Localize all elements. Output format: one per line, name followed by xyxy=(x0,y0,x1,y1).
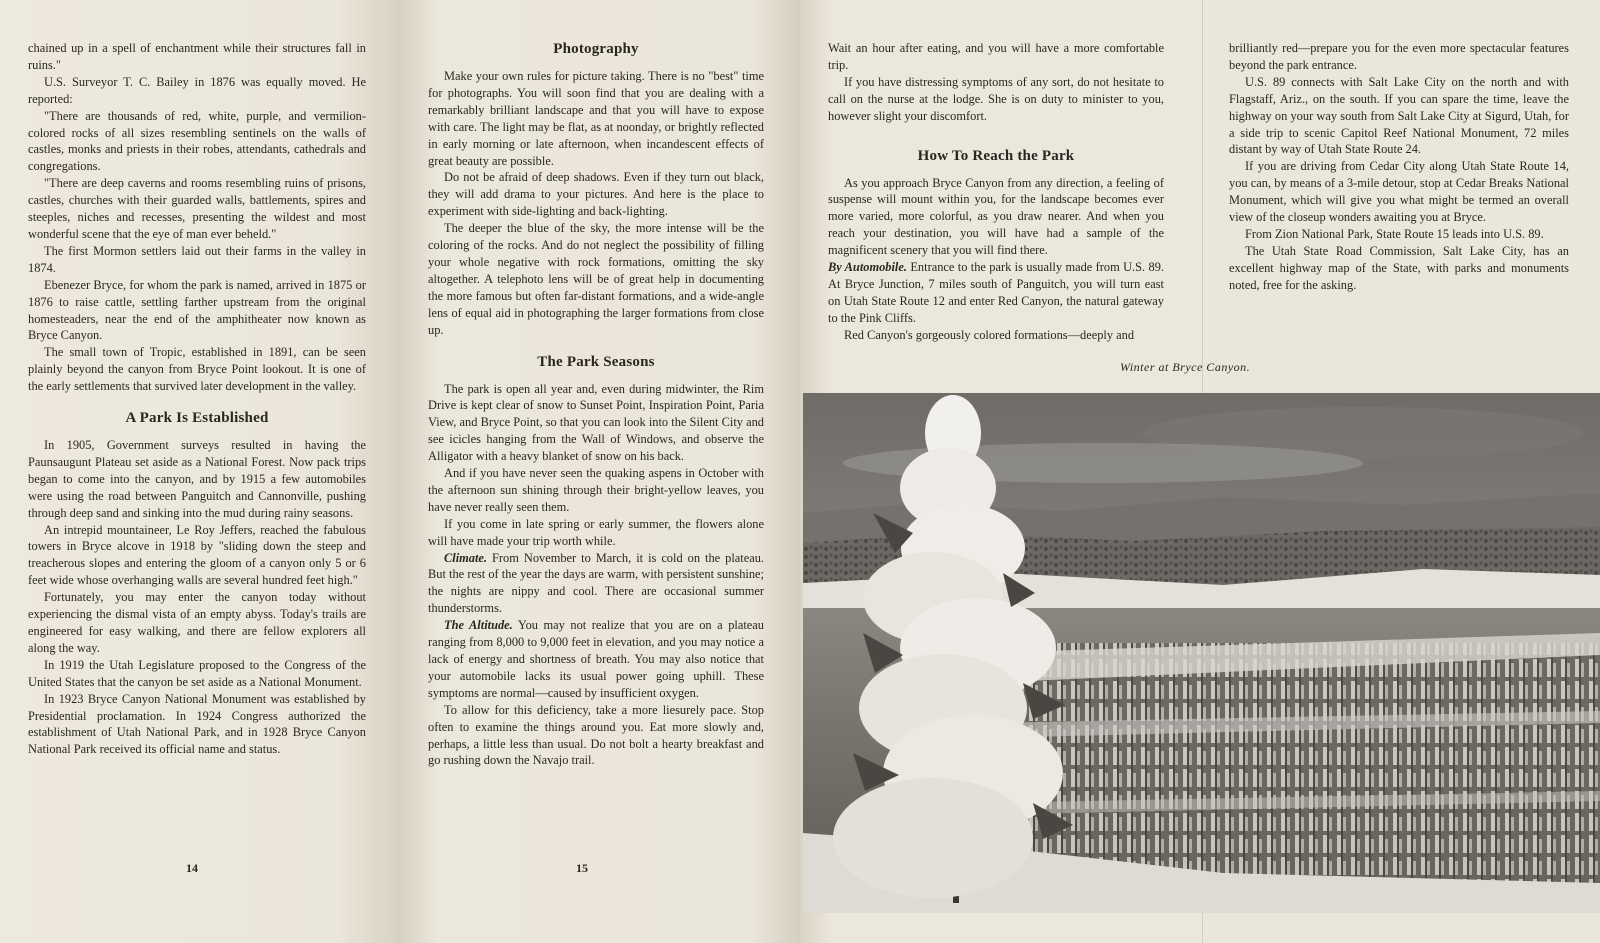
paragraph: Red Canyon's gorgeously colored formations—deeply and xyxy=(844,327,1135,342)
paragraph: Make your own rules for picture taking. There is no "best" time for photographs. You will soon find that you are dealing with a remarkably brilliant landscape and that you will have to expose with care. The light may be flat, as at noonday, or brightly reflected in early morning or late afternoon, when incandescent effects of great beauty are possible. xyxy=(428,69,764,168)
paragraph: chained up in a spell of enchantment while their structures fall in ruins." xyxy=(28,41,366,72)
section-heading-park-established: A Park Is Established xyxy=(125,410,269,427)
paragraph: The small town of Tropic, established in 1891, can be seen plainly beyond the canyon from Bryce Point lookout. It is one of the early settlements that survived later development in the valley. xyxy=(28,345,366,394)
page-15 xyxy=(398,0,800,943)
paragraph: If you are driving from Cedar City along Utah State Route 14, you can, by means of a 3-mile detour, stop at Cedar Breaks National Monument, which will give you what might be termed an overall view of the closeup wonders awaiting you at Bryce. xyxy=(1229,159,1569,225)
paragraph: In 1905, Government surveys resulted in having the Paunsaugunt Plateau set aside as a National Forest. Now pack trips began to come into the canyon, and by 1915 a few automobiles were using the road between Panguitch and Cannonville, pushing through deep sand and sinking into the mud during rainy seasons. xyxy=(28,438,366,520)
paragraph: If you come in late spring or early summer, the flowers alone will have made your trip worth while. xyxy=(428,516,764,548)
winter-canyon-illustration xyxy=(803,393,1600,913)
paragraph: "There are deep caverns and rooms resembling ruins of prisons, castles, churches with their guarded walls, battlements, spires and steeples, niches and recesses, presenting the wildest and most wonderful scene that the eye of man ever beheld." xyxy=(28,176,366,241)
paragraph: Do not be afraid of deep shadows. Even if they turn out black, they will add drama to your pictures. And here is the place to experiment with side-lighting and back-lighting. xyxy=(428,170,764,219)
paragraph: From Zion National Park, State Route 15 leads into U.S. 89. xyxy=(1245,226,1544,241)
paragraph: An intrepid mountaineer, Le Roy Jeffers, reached the fabulous towers in Bryce alcove in 1918 by "sliding down the steep and treacherous slopes and entering the gloom of a canyon only 5 or 6 feet wide whose overhanging walls are several hundred feet high." xyxy=(28,522,366,588)
altitude-label: The Altitude. xyxy=(444,618,513,633)
altitude-text: You may not realize that you are on a plateau ranging from 8,000 to 9,000 feet in elevation, and you may notice a lack of energy and shortness of breath. You may also notice that your automobile lacks its usual power going uphill. These symptoms are normal—caused by insufficient oxygen. xyxy=(428,618,764,700)
paragraph: In 1919 the Utah Legislature proposed to the Congress of the United States that the canyon be set aside as a National Monument. xyxy=(28,657,366,689)
page-number: 15 xyxy=(576,861,588,875)
paragraph: And if you have never seen the quaking aspens in October with the afternoon sun shining through their bright-yellow leaves, you have never really seen them. xyxy=(428,466,764,514)
paragraph: The deeper the blue of the sky, the more intense will be the coloring of the rocks. And do not neglect the possibility of filling your whole negative with rock formations, omitting the sky altogether. A telephoto lens will be of great help in documenting the more famous but often far-distant formations, and a wide-angle lens of equal aid in photographing the larger formations from close up. xyxy=(428,221,764,337)
paragraph: The park is open all year and, even during midwinter, the Rim Drive is kept clear of snow to Sunset Point, Inspiration Point, Paria View, and Bryce Point, so that you can look into the Silent City and see icicles hanging from the Wall of Windows, and observe the Alligator with a heavy blanket of snow on his back. xyxy=(428,381,764,464)
page-14-column xyxy=(28,40,366,758)
winter-canyon-photo xyxy=(803,393,1600,913)
automobile-text: Entrance to the park is usually made from U.S. 89. At Bryce Junction, 7 miles south of Panguitch, you will turn east on Utah State Route 12 and enter Red Canyon, the natural gateway to the Pink Cliffs. xyxy=(828,260,1164,325)
paragraph: In 1923 Bryce Canyon National Monument was established by Presidential proclamation. In 1924 Congress authorized the establishment of Utah National Park, and in 1928 Bryce Canyon National Park received its official name and status. xyxy=(28,691,366,757)
photo-caption: Winter at Bryce Canyon. xyxy=(1120,360,1251,374)
page-16-column xyxy=(828,40,1164,344)
paragraph: As you approach Bryce Canyon from any direction, a feeling of suspense will mount within you, for the landscape becomes ever more varied, more colorful, as you draw nearer. And when you reach your destination, you will have had a sample of the magnificent scenery that you will find there. xyxy=(828,175,1164,258)
paragraph: brilliantly red—prepare you for the even more spectacular features beyond the park entrance. xyxy=(1229,41,1569,72)
paragraph: To allow for this deficiency, take a more liesurely pace. Stop often to examine the things around you. Eat more slowly and, perhaps, a little less than usual. Do not bolt a hearty breakfast and go rushing down the Navajo trail. xyxy=(428,702,764,768)
page-number: 14 xyxy=(186,861,198,875)
page-14 xyxy=(0,0,398,943)
paragraph: Ebenezer Bryce, for whom the park is named, arrived in 1875 or 1876 to raise cattle, settling farther upstream from the original homesteaders, near the end of the amphitheater now known as Bryce Canyon. xyxy=(28,277,366,343)
paragraph: The first Mormon settlers laid out their farms in the valley in 1874. xyxy=(28,243,366,275)
section-heading-reach-park: How To Reach the Park xyxy=(917,147,1075,164)
section-heading-photography: Photography xyxy=(553,41,639,57)
section-heading-park-seasons: The Park Seasons xyxy=(537,353,655,370)
page-17-column xyxy=(1229,40,1569,294)
paragraph: U.S. 89 connects with Salt Lake City on the north and with Flagstaff, Ariz., on the south. If you can spare the time, leave the highway on your way south from Salt Lake City at Sigurd, Utah, for a side trip to scenic Capitol Reef National Monument, 72 miles distant by way of Utah State Route 24. xyxy=(1229,74,1569,157)
paragraph-altitude xyxy=(428,617,764,702)
paragraph: U.S. Surveyor T. C. Bailey in 1876 was equally moved. He reported: xyxy=(28,74,366,106)
climate-text: From November to March, it is cold on the plateau. But the rest of the year the days are warm, with persistent sunshine; the nights are nippy and cool. There are occasional summer thunderstorms. xyxy=(428,550,765,616)
paragraph: If you have distressing symptoms of any sort, do not hesitate to call on the nurse at the lodge. She is on duty to minister to you, however slight your discomfort. xyxy=(828,74,1164,123)
paragraph: Fortunately, you may enter the canyon today without experiencing the dismal vista of an empty abyss. Today's trails are engineered for easy walking, and there are fellow explorers all along the way. xyxy=(28,590,366,655)
climate-label: Climate. xyxy=(444,550,488,565)
paragraph: "There are thousands of red, white, purple, and vermilion-colored rocks of all sizes resembling sentinels on the walls of castles, monks and priests in their robes, attendants, cathedrals and congregations. xyxy=(28,108,366,174)
paragraph-climate xyxy=(428,550,764,618)
automobile-label: By Automobile. xyxy=(828,260,907,275)
paragraph-automobile xyxy=(828,259,1164,327)
paragraph: The Utah State Road Commission, Salt Lake City, has an excellent highway map of the State, with parks and monuments noted, free for the asking. xyxy=(1229,243,1569,292)
page-15-column xyxy=(428,40,764,769)
paragraph: Wait an hour after eating, and you will have a more comfortable trip. xyxy=(828,41,1164,72)
